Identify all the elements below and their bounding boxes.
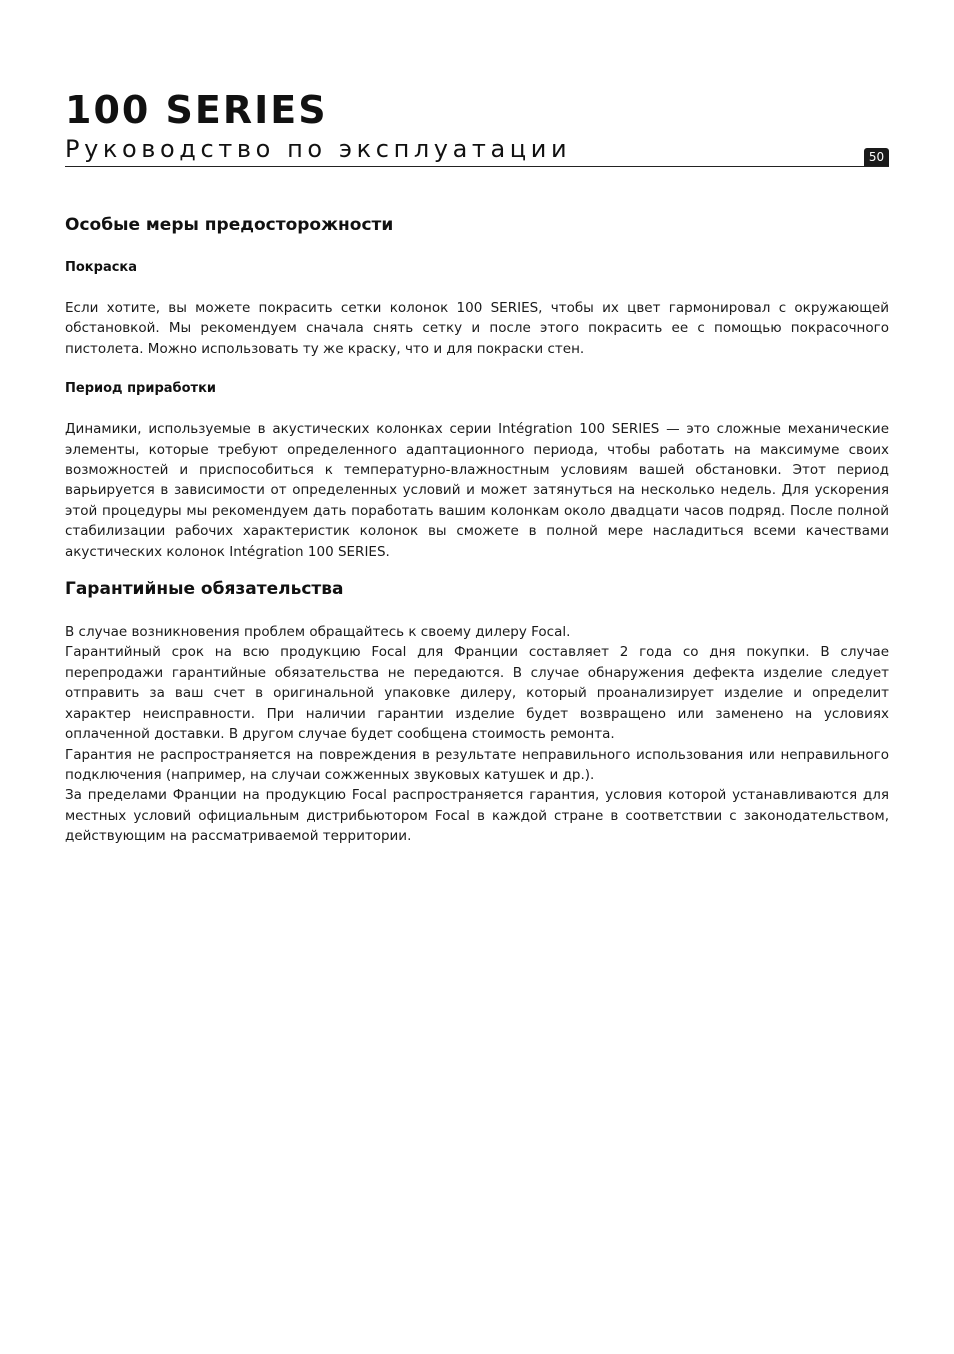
section-warranty [65, 576, 889, 846]
document-title: 100 SERIES [65, 88, 328, 132]
paragraph-warranty-contact: В случае возникновения проблем обращайтесь к своему дилеру Focal. [65, 624, 571, 641]
paragraph-painting: Если хотите, вы можете покрасить сетки колонок 100 SERIES, чтобы их цвет гармонировал с окружающей обстановкой. Мы рекомендуем сначала снять сетку и после этого покрасить ее с помощью покрасочного пистолета. Можно использовать ту же краску, что и для покраски стен. [65, 300, 889, 357]
subsection-title-break-in: Период приработки [65, 381, 217, 397]
paragraph-warranty-international: За пределами Франции на продукцию Focal распространяется гарантия, условия которой устанавливаются для местных условий официальным дистрибьютором Focal в каждой стране в соответствии с законодательством, действующим на рассматриваемой территории. [65, 787, 889, 845]
main-content [65, 212, 889, 847]
section-precautions [65, 212, 889, 562]
section-title-precautions: Особые меры предосторожности [65, 215, 394, 235]
document-subtitle: Руководство по эксплуатации [65, 135, 572, 163]
section-title-warranty: Гарантийные обязательства [65, 579, 344, 600]
paragraph-break-in: Динамики, используемые в акустических колонках серии Intégration 100 SERIES — это сложные механические элементы, которые требуют определенного адаптационного периода, чтобы работать на максимуме своих возможностей и приспособиться к температурно-влажностным условиям вашей обстановки. Этот период варьируется в зависимости от определенных условий и может затянуться на несколько недель. Для ускорения этой процедуры мы рекомендуем дать поработать вашим колонкам около двадцати часов подряд. После полной стабилизации рабочих характеристик колонок вы сможете в полной мере насладиться всеми качествами акустических колонок Intégration 100 SERIES. [65, 421, 889, 560]
subsection-title-painting: Покраска [65, 260, 138, 275]
page-number-badge: 50 [864, 148, 889, 166]
header-divider [65, 166, 889, 167]
paragraph-warranty-exclusions: Гарантия не распространяется на повреждения в результате неправильного использования или неправильного подключения (например, на случаи сожженных звуковых катушек и др.). [65, 746, 889, 783]
paragraph-warranty-term: Гарантийный срок на всю продукцию Focal для Франции составляет 2 года со дня покупки. В случае перепродажи гарантийные обязательства не передаются. В случае обнаружения дефекта изделие следует отправить за ваш счет в оригинальной упаковке дилеру, который проанализирует изделие и определит характер неисправности. При наличии гарантии изделие будет возвращено или заменено на условиях оплаченной доставки. В другом случае будет сообщена стоимость ремонта. [65, 644, 889, 743]
